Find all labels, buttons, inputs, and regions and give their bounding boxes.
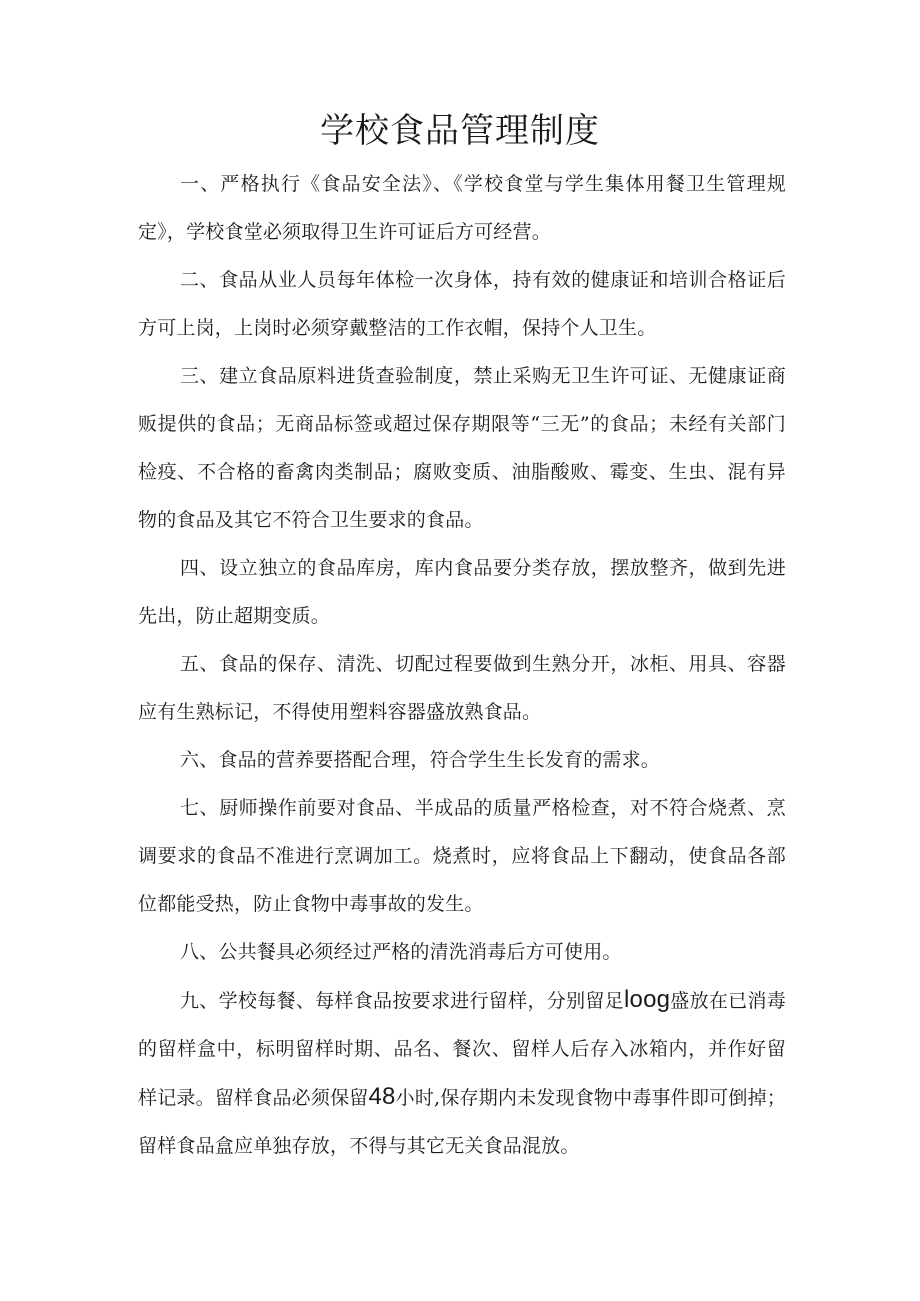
paragraph-4: 四、设立独立的食品库房，库内食品要分类存放，摆放整齐，做到先进先出，防止超期变质。 (138, 557, 786, 627)
sample-amount: loog (623, 986, 671, 1013)
paragraph-2: 二、食品从业人员每年体检一次身体，持有效的健康证和培训合格证后方可上岗，上岗时必须穿戴整洁的工作衣帽，保持个人卫生。 (138, 269, 786, 339)
paragraph-9 (138, 976, 786, 1170)
retention-hours: 48 (368, 1083, 396, 1110)
paragraph-9-part-3: 小时,保存期内未发现食物中毒事件即可倒掉；留样食品盒应单独存放，不得与其它无关食品混放。 (138, 1087, 786, 1157)
paragraph-1: 一、严格执行《食品安全法》、《学校食堂与学生集体用餐卫生管理规定》，学校食堂必须取得卫生许可证后方可经营。 (138, 173, 786, 243)
paragraph-6: 六、食品的营养要搭配合理，符合学生生长发育的需求。 (180, 749, 661, 771)
paragraph-5: 五、食品的保存、清洗、切配过程要做到生熟分开，冰柜、用具、容器应有生熟标记，不得使用塑料容器盛放熟食品。 (138, 653, 786, 723)
paragraph-9-part-1: 九、学校每餐、每样食品按要求进行留样，分别留足 (180, 990, 624, 1012)
document-title: 学校食品管理制度 (320, 111, 600, 151)
paragraph-9-part-2: 盛放在已消毒的留样盒中，标明留样时期、品名、餐次、留样人后存入冰箱内，并作好留样记录。留样食品必须保留 (138, 990, 786, 1109)
paragraph-8: 八、公共餐具必须经过严格的清洗消毒后方可使用。 (180, 941, 622, 963)
paragraph-3: 三、建立食品原料进货查验制度，禁止采购无卫生许可证、无健康证商贩提供的食品；无商品标签或超过保存期限等“三无”的食品；未经有关部门检疫、不合格的畜禽肉类制品；腐败变质、油脂酸败、霉变、生虫、混有异物的食品及其它不符合卫生要求的食品。 (138, 365, 786, 531)
document-body (138, 160, 786, 1170)
paragraph-7: 七、厨师操作前要对食品、半成品的质量严格检查，对不符合烧煮、烹调要求的食品不准进行烹调加工。烧煮时，应将食品上下翻动，使食品各部位都能受热，防止食物中毒事故的发生。 (138, 797, 786, 915)
